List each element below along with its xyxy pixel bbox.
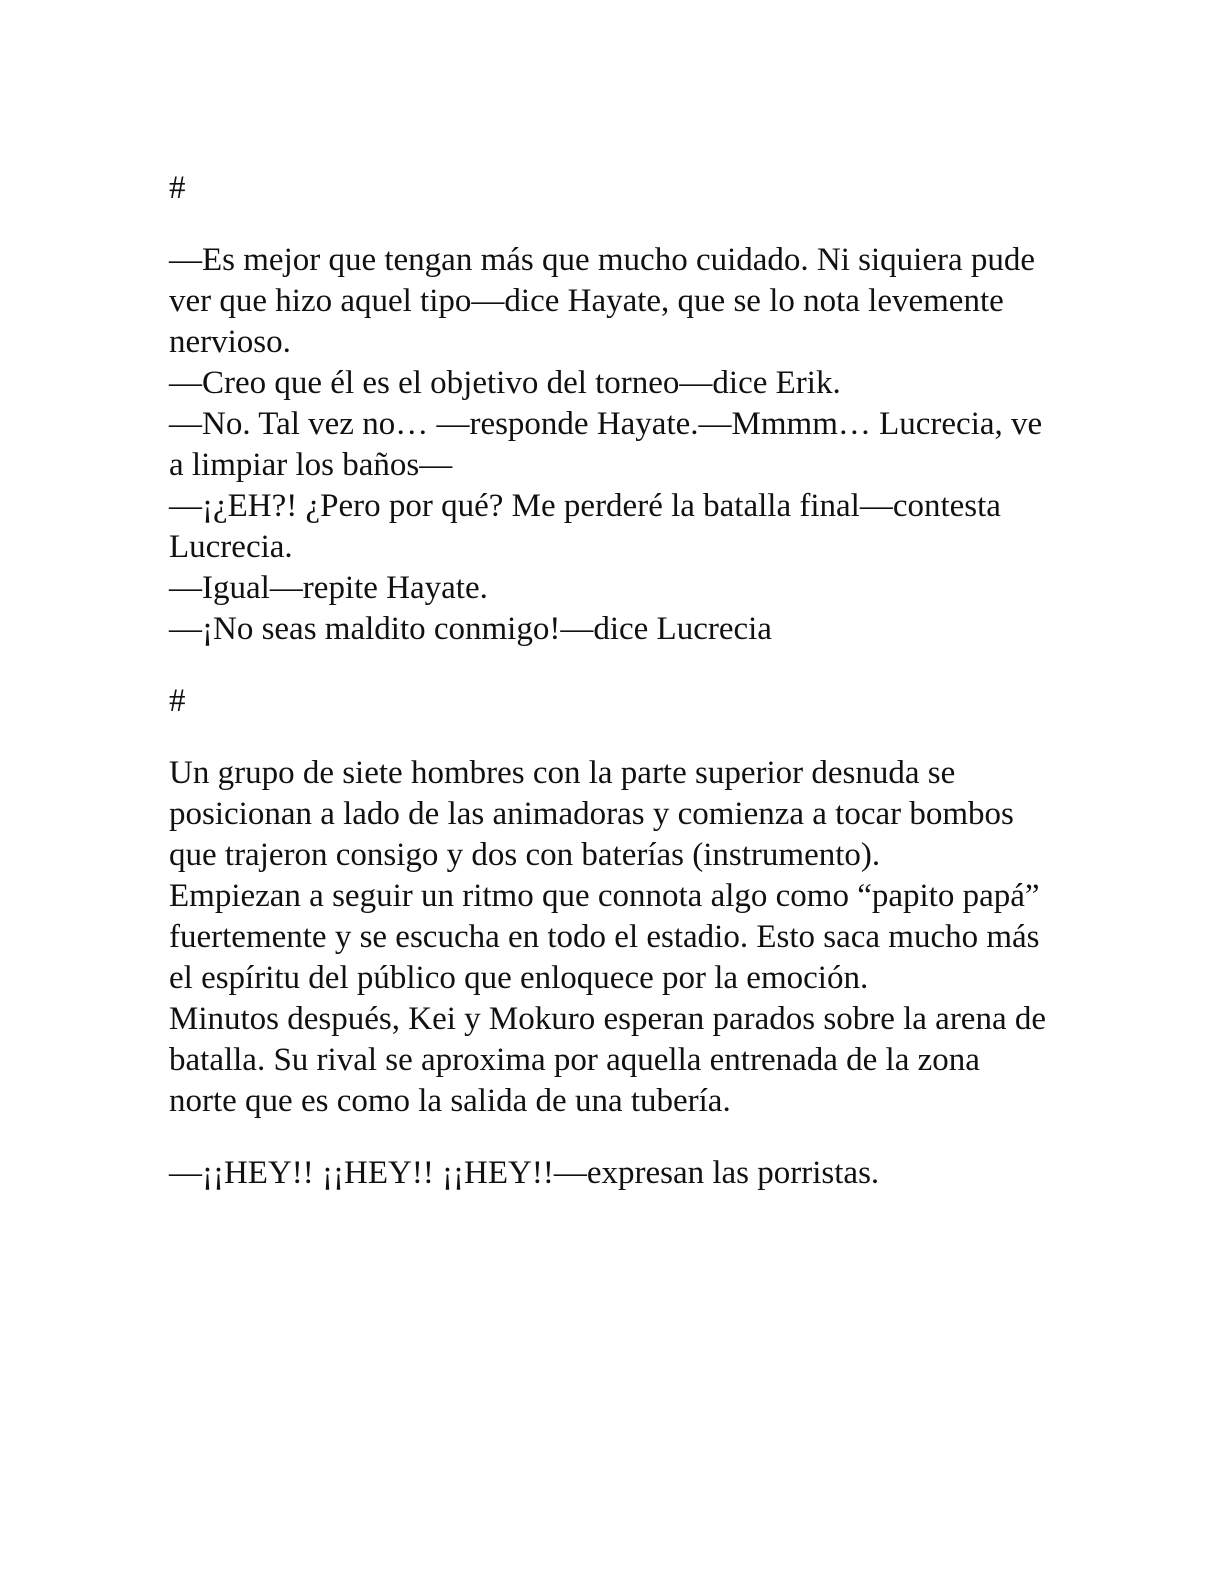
dialogue-line: —Es mejor que tengan más que mucho cuidado. Ni siquiera pude ver que hizo aquel tipo—dice Hayate, que se lo nota levemente nervioso. xyxy=(169,242,1036,360)
narration-paragraph: Empiezan a seguir un ritmo que connota algo como “papito papá” fuertemente y se escucha en todo el estadio. Esto saca mucho más el espíritu del público que enloquece por la emoción. xyxy=(169,878,1040,996)
cheer-line: —¡¡HEY!! ¡¡HEY!! ¡¡HEY!!—expresan las porristas. xyxy=(169,1155,880,1191)
dialogue-line: —Igual—repite Hayate. xyxy=(169,570,488,606)
section-separator: # xyxy=(169,683,186,719)
narration-paragraph: Un grupo de siete hombres con la parte superior desnuda se posicionan a lado de las animadoras y comienza a tocar bombos que trajeron consigo y dos con baterías (instrumento). xyxy=(169,755,1014,873)
dialogue-line: —No. Tal vez no… —responde Hayate.—Mmmm… Lucrecia, ve a limpiar los baños— xyxy=(169,406,1043,483)
dialogue-block xyxy=(169,240,1049,650)
document-page xyxy=(169,168,1049,1194)
narration-paragraph: Minutos después, Kei y Mokuro esperan parados sobre la arena de batalla. Su rival se aproxima por aquella entrenada de la zona norte que es como la salida de una tubería. xyxy=(169,1001,1046,1119)
narration-block xyxy=(169,753,1049,1194)
dialogue-line: —¡No seas maldito conmigo!—dice Lucrecia xyxy=(169,611,772,647)
dialogue-line: —Creo que él es el objetivo del torneo—dice Erik. xyxy=(169,365,841,401)
dialogue-line: —¡¿EH?! ¿Pero por qué? Me perderé la batalla final—contesta Lucrecia. xyxy=(169,488,1001,565)
section-separator: # xyxy=(169,170,186,206)
